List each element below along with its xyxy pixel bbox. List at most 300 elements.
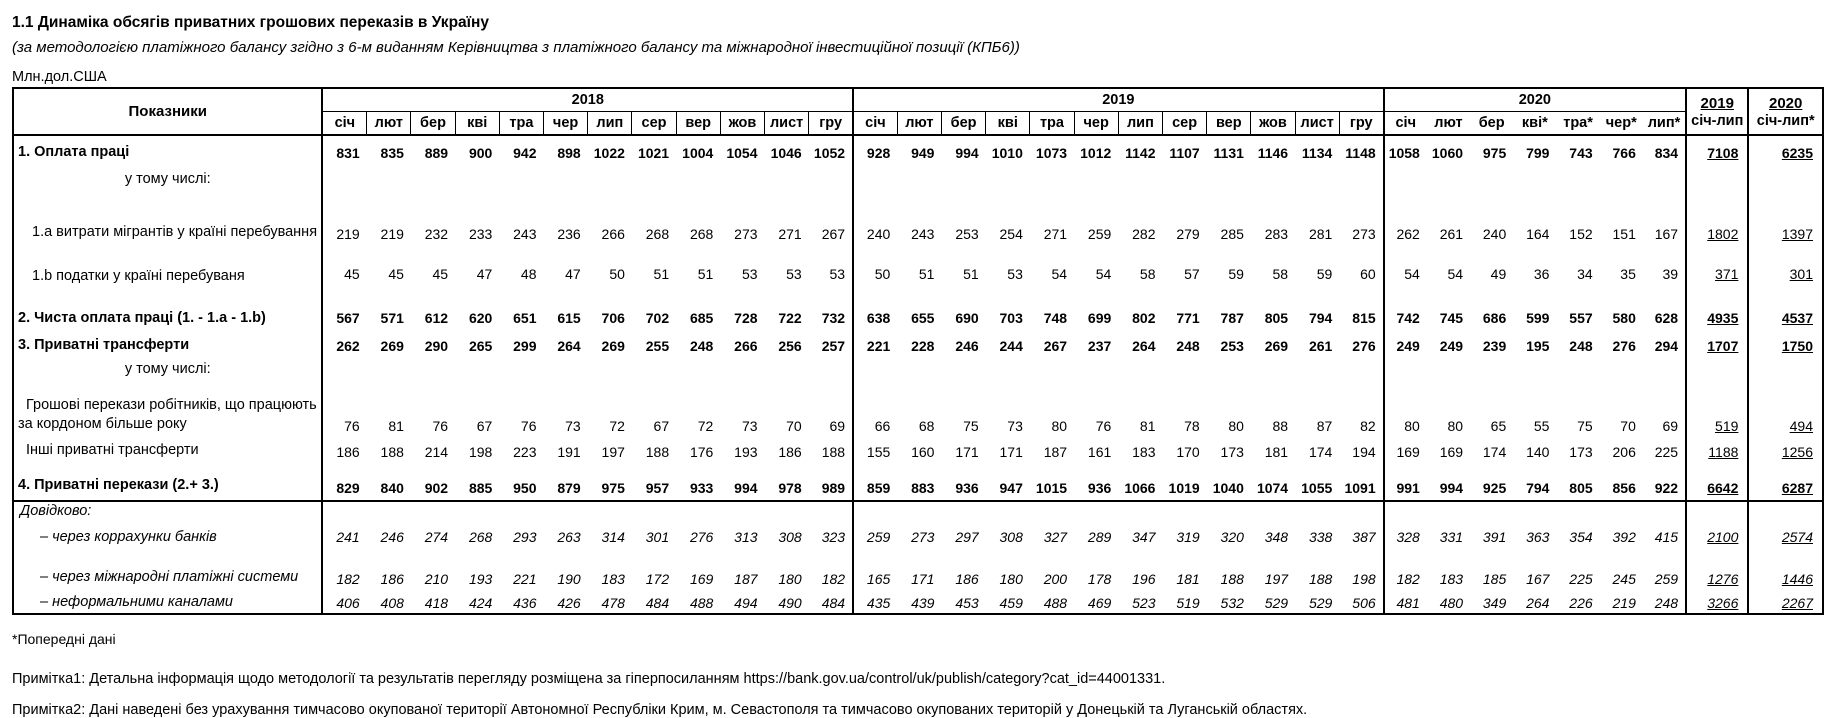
table-row bbox=[13, 465, 1823, 501]
value-cell bbox=[1295, 501, 1339, 526]
month-header: гру bbox=[1339, 112, 1383, 136]
value-cell: 188 bbox=[645, 444, 670, 460]
value-cell: 49 bbox=[1490, 266, 1507, 282]
value-cell: 167 bbox=[1643, 191, 1686, 247]
value-cell bbox=[1600, 359, 1643, 381]
value-cell: 686 bbox=[1482, 310, 1507, 326]
value-cell bbox=[941, 359, 985, 381]
value-cell bbox=[367, 359, 411, 381]
value-cell: 51 bbox=[697, 266, 714, 282]
value-cell: 186 bbox=[778, 444, 802, 460]
value-cell: 567 bbox=[336, 310, 360, 326]
value-cell bbox=[1643, 501, 1686, 526]
value-cell bbox=[986, 169, 1030, 191]
month-header: вер bbox=[1207, 112, 1251, 136]
value-cell bbox=[1295, 359, 1339, 381]
value-cell: 248 bbox=[1176, 338, 1200, 354]
value-cell: 172 bbox=[645, 571, 670, 588]
value-cell: 273 bbox=[911, 529, 935, 546]
value-cell: 261 bbox=[1439, 226, 1464, 242]
month-header: кві* bbox=[1513, 112, 1556, 136]
units-label: Млн.дол.США bbox=[12, 69, 107, 85]
total-cell bbox=[1748, 291, 1823, 333]
value-cell: 1021 bbox=[632, 135, 676, 169]
total-value: 7108 bbox=[1707, 144, 1739, 161]
value-cell: 994 bbox=[720, 465, 764, 501]
year-header: 2019 bbox=[853, 88, 1384, 112]
value-cell: 225 bbox=[1643, 439, 1686, 465]
page-title: 1.1 Динаміка обсягів приватних грошових переказів в Україну bbox=[12, 14, 489, 31]
value-cell bbox=[1207, 501, 1251, 526]
value-cell: 50 bbox=[874, 266, 891, 282]
value-cell bbox=[1207, 169, 1251, 191]
value-cell: 219 bbox=[1612, 594, 1636, 611]
value-cell: 651 bbox=[513, 310, 537, 326]
footnotes bbox=[12, 631, 1829, 718]
value-cell bbox=[897, 501, 941, 526]
value-cell: 176 bbox=[689, 444, 714, 460]
value-cell bbox=[455, 359, 499, 381]
value-cell: 1015 bbox=[1030, 465, 1074, 501]
value-cell: 349 bbox=[1482, 594, 1507, 611]
value-cell bbox=[1384, 501, 1427, 526]
value-cell: 771 bbox=[1176, 310, 1200, 326]
value-cell: 167 bbox=[1526, 571, 1550, 588]
value-cell: 831 bbox=[322, 135, 366, 169]
value-cell bbox=[809, 169, 853, 191]
value-cell: 180 bbox=[999, 571, 1023, 588]
value-cell: 73 bbox=[741, 418, 758, 434]
value-cell: 331 bbox=[1439, 529, 1464, 546]
value-cell: 193 bbox=[468, 571, 493, 588]
value-cell: 480 bbox=[1439, 594, 1464, 611]
total-value: 3266 bbox=[1707, 594, 1739, 611]
value-cell: 928 bbox=[853, 135, 897, 169]
value-cell: 320 bbox=[1220, 529, 1244, 546]
value-cell: 226 bbox=[1569, 594, 1593, 611]
value-cell: 387 bbox=[1339, 526, 1383, 548]
value-cell: 706 bbox=[601, 310, 625, 326]
value-cell: 481 bbox=[1396, 594, 1420, 611]
table-row bbox=[13, 439, 1823, 465]
value-cell: 267 bbox=[1043, 338, 1068, 354]
value-cell bbox=[1556, 501, 1599, 526]
value-cell: 363 bbox=[1526, 529, 1550, 546]
value-cell: 178 bbox=[1087, 571, 1112, 588]
value-cell: 82 bbox=[1339, 381, 1383, 439]
transfers-table bbox=[12, 87, 1824, 615]
value-cell: 276 bbox=[1339, 333, 1383, 359]
value-cell: 1134 bbox=[1295, 135, 1339, 169]
value-cell: 290 bbox=[424, 338, 449, 354]
value-cell: 459 bbox=[999, 594, 1023, 611]
month-header: лип* bbox=[1643, 112, 1686, 136]
value-cell: 58 bbox=[1139, 266, 1156, 282]
value-cell: 264 bbox=[557, 338, 581, 354]
value-cell: 415 bbox=[1643, 526, 1686, 548]
value-cell: 186 bbox=[380, 571, 404, 588]
value-cell bbox=[588, 359, 632, 381]
value-cell: 1074 bbox=[1251, 465, 1295, 501]
value-cell: 834 bbox=[1643, 135, 1686, 169]
value-cell: 1060 bbox=[1427, 135, 1470, 169]
total-cell bbox=[1748, 548, 1823, 592]
value-cell: 1040 bbox=[1207, 465, 1251, 501]
value-cell: 53 bbox=[741, 266, 758, 282]
value-cell bbox=[809, 501, 853, 526]
total-value: 1446 bbox=[1781, 571, 1813, 588]
value-cell: 243 bbox=[911, 226, 935, 242]
total-cell bbox=[1748, 465, 1823, 501]
value-cell bbox=[1643, 359, 1686, 381]
value-cell: 488 bbox=[1043, 594, 1068, 611]
value-cell: 262 bbox=[1396, 226, 1420, 242]
total-value: 1397 bbox=[1781, 226, 1813, 242]
value-cell: 256 bbox=[778, 338, 802, 354]
value-cell: 1073 bbox=[1030, 135, 1074, 169]
value-cell: 1052 bbox=[809, 135, 853, 169]
value-cell: 80 bbox=[1447, 418, 1464, 434]
value-cell: 829 bbox=[322, 465, 366, 501]
value-cell bbox=[897, 359, 941, 381]
value-cell: 347 bbox=[1132, 529, 1156, 546]
month-header: сер bbox=[632, 112, 676, 136]
value-cell: 950 bbox=[499, 465, 543, 501]
value-cell: 271 bbox=[778, 226, 802, 242]
value-cell: 76 bbox=[432, 418, 449, 434]
value-cell bbox=[1384, 359, 1427, 381]
value-cell: 279 bbox=[1176, 226, 1200, 242]
value-cell: 957 bbox=[632, 465, 676, 501]
value-cell: 59 bbox=[1228, 266, 1244, 282]
value-cell: 787 bbox=[1220, 310, 1244, 326]
total-column-header bbox=[1686, 88, 1748, 135]
footnote-note1: Примітка1: Детальна інформація щодо методології та результатів перегляду розміщена за гіперпосиланням https://bank.gov.ua/control/uk/publish/category?cat_id=44001331. bbox=[12, 671, 1166, 688]
value-cell: 264 bbox=[1132, 338, 1156, 354]
value-cell bbox=[720, 359, 764, 381]
value-cell: 1066 bbox=[1118, 465, 1162, 501]
value-cell: 283 bbox=[1264, 226, 1289, 242]
value-cell: 223 bbox=[513, 444, 537, 460]
table-row bbox=[13, 548, 1823, 592]
value-cell: 703 bbox=[999, 310, 1023, 326]
value-cell: 323 bbox=[809, 526, 853, 548]
value-cell: 794 bbox=[1308, 310, 1333, 326]
row-label: 1.a витрати мігрантів у країні перебування bbox=[13, 191, 322, 247]
table-row bbox=[13, 191, 1823, 247]
total-cell bbox=[1686, 247, 1748, 291]
value-cell: 80 bbox=[1228, 418, 1244, 434]
table-row bbox=[13, 135, 1823, 169]
value-cell: 276 bbox=[689, 529, 714, 546]
row-label: – неформальними каналами bbox=[13, 592, 322, 614]
value-cell: 239 bbox=[1482, 338, 1507, 354]
value-cell: 313 bbox=[734, 529, 758, 546]
table-row bbox=[13, 526, 1823, 548]
value-cell bbox=[1513, 359, 1556, 381]
value-cell: 50 bbox=[609, 266, 625, 282]
value-cell: 237 bbox=[1087, 338, 1112, 354]
row-label: Інші приватні трансферти bbox=[13, 439, 322, 465]
value-cell: 80 bbox=[1051, 418, 1068, 434]
value-cell bbox=[544, 169, 588, 191]
total-value: 4537 bbox=[1781, 310, 1813, 326]
value-cell bbox=[588, 501, 632, 526]
value-cell: 856 bbox=[1600, 465, 1643, 501]
value-cell: 1012 bbox=[1074, 135, 1118, 169]
value-cell: 435 bbox=[866, 594, 891, 611]
value-cell bbox=[1030, 169, 1074, 191]
total-value: 4935 bbox=[1707, 310, 1739, 326]
value-cell: 424 bbox=[468, 594, 493, 611]
value-cell: 188 bbox=[1308, 571, 1333, 588]
value-cell: 263 bbox=[557, 529, 581, 546]
value-cell: 47 bbox=[565, 266, 581, 282]
value-cell: 57 bbox=[1184, 266, 1200, 282]
value-cell: 248 bbox=[689, 338, 714, 354]
value-cell: 76 bbox=[1095, 418, 1112, 434]
value-cell: 53 bbox=[786, 266, 802, 282]
value-cell: 947 bbox=[986, 465, 1030, 501]
value-cell: 182 bbox=[809, 548, 853, 592]
value-cell bbox=[809, 359, 853, 381]
value-cell: 1054 bbox=[720, 135, 764, 169]
value-cell: 978 bbox=[765, 465, 809, 501]
table-row bbox=[13, 247, 1823, 291]
value-cell bbox=[499, 169, 543, 191]
value-cell: 273 bbox=[734, 226, 758, 242]
value-cell: 54 bbox=[1095, 266, 1112, 282]
value-cell: 206 bbox=[1612, 444, 1636, 460]
total-year-label: 2019 bbox=[1700, 94, 1734, 112]
value-cell: 36 bbox=[1533, 266, 1550, 282]
value-cell: 273 bbox=[1339, 191, 1383, 247]
value-cell bbox=[1162, 359, 1206, 381]
value-cell: 557 bbox=[1569, 310, 1593, 326]
value-cell bbox=[986, 501, 1030, 526]
value-cell: 45 bbox=[344, 266, 360, 282]
value-cell bbox=[1470, 169, 1513, 191]
value-cell: 262 bbox=[336, 338, 360, 354]
value-cell: 55 bbox=[1533, 418, 1550, 434]
value-cell: 53 bbox=[809, 247, 853, 291]
value-cell: 60 bbox=[1339, 247, 1383, 291]
value-cell: 268 bbox=[689, 226, 714, 242]
value-cell: 58 bbox=[1272, 266, 1289, 282]
value-cell: 232 bbox=[424, 226, 449, 242]
value-cell bbox=[1074, 169, 1118, 191]
value-cell: 949 bbox=[897, 135, 941, 169]
value-cell bbox=[544, 359, 588, 381]
value-cell: 190 bbox=[557, 571, 581, 588]
year-header: 2020 bbox=[1384, 88, 1686, 112]
total-cell bbox=[1748, 526, 1823, 548]
value-cell: 219 bbox=[380, 226, 404, 242]
month-header: січ bbox=[322, 112, 366, 136]
value-cell bbox=[1513, 501, 1556, 526]
value-cell: 281 bbox=[1308, 226, 1333, 242]
value-cell: 898 bbox=[544, 135, 588, 169]
value-cell: 228 bbox=[911, 338, 935, 354]
month-header: чер* bbox=[1600, 112, 1643, 136]
value-cell: 76 bbox=[344, 418, 360, 434]
total-value: 2267 bbox=[1781, 594, 1813, 611]
value-cell bbox=[411, 501, 455, 526]
month-header: лют bbox=[367, 112, 411, 136]
value-cell: 183 bbox=[601, 571, 625, 588]
total-value: 2100 bbox=[1707, 529, 1739, 546]
value-cell: 59 bbox=[1316, 266, 1333, 282]
value-cell: 1091 bbox=[1339, 465, 1383, 501]
value-cell: 418 bbox=[424, 594, 449, 611]
value-cell bbox=[1427, 169, 1470, 191]
value-cell: 1058 bbox=[1384, 135, 1427, 169]
table-header bbox=[13, 88, 1823, 135]
value-cell: 885 bbox=[455, 465, 499, 501]
value-cell: 67 bbox=[653, 418, 670, 434]
value-cell: 253 bbox=[1220, 338, 1244, 354]
value-cell bbox=[676, 359, 720, 381]
value-cell: 81 bbox=[388, 418, 404, 434]
total-cell bbox=[1686, 169, 1748, 191]
value-cell bbox=[1162, 501, 1206, 526]
row-label: – через міжнародні платіжні системи bbox=[13, 548, 322, 592]
value-cell: 54 bbox=[1447, 266, 1464, 282]
value-cell: 183 bbox=[1132, 444, 1156, 460]
value-cell: 879 bbox=[544, 465, 588, 501]
month-header: лют bbox=[1427, 112, 1470, 136]
value-cell: 151 bbox=[1612, 226, 1636, 242]
value-cell: 259 bbox=[866, 529, 891, 546]
value-cell: 170 bbox=[1176, 444, 1200, 460]
value-cell: 88 bbox=[1272, 418, 1289, 434]
row-label: 3. Приватні трансферти bbox=[13, 333, 322, 359]
total-cell bbox=[1748, 169, 1823, 191]
value-cell: 269 bbox=[601, 338, 625, 354]
value-cell: 490 bbox=[778, 594, 802, 611]
value-cell: 267 bbox=[809, 191, 853, 247]
value-cell bbox=[1030, 359, 1074, 381]
value-cell: 794 bbox=[1513, 465, 1556, 501]
value-cell: 253 bbox=[955, 226, 979, 242]
value-cell bbox=[367, 501, 411, 526]
value-cell bbox=[941, 501, 985, 526]
value-cell: 169 bbox=[1439, 444, 1464, 460]
value-cell: 152 bbox=[1569, 226, 1593, 242]
value-cell bbox=[1427, 501, 1470, 526]
value-cell: 994 bbox=[1427, 465, 1470, 501]
value-cell: 249 bbox=[1396, 338, 1420, 354]
month-header: гру bbox=[809, 112, 853, 136]
value-cell: 925 bbox=[1470, 465, 1513, 501]
value-cell bbox=[499, 501, 543, 526]
value-cell: 702 bbox=[645, 310, 670, 326]
total-value: 2574 bbox=[1781, 529, 1813, 546]
value-cell: 193 bbox=[734, 444, 758, 460]
value-cell: 266 bbox=[601, 226, 625, 242]
value-cell: 70 bbox=[786, 418, 802, 434]
value-cell: 293 bbox=[513, 529, 537, 546]
value-cell: 628 bbox=[1643, 291, 1686, 333]
month-header: лист bbox=[765, 112, 809, 136]
value-cell: 210 bbox=[424, 571, 449, 588]
value-cell: 469 bbox=[1087, 594, 1112, 611]
value-cell: 1055 bbox=[1295, 465, 1339, 501]
value-cell: 186 bbox=[955, 571, 979, 588]
month-header: жов bbox=[1251, 112, 1295, 136]
total-value: 1750 bbox=[1781, 338, 1813, 354]
value-cell: 214 bbox=[424, 444, 449, 460]
total-cell bbox=[1686, 592, 1748, 614]
value-cell: 308 bbox=[999, 529, 1023, 546]
row-label: Грошові перекази робітників, що працюють за кордоном більше року bbox=[13, 381, 322, 439]
month-header: січ bbox=[853, 112, 897, 136]
value-cell: 900 bbox=[455, 135, 499, 169]
value-cell: 72 bbox=[697, 418, 714, 434]
value-cell: 194 bbox=[1339, 439, 1383, 465]
value-cell bbox=[1074, 359, 1118, 381]
value-cell: 195 bbox=[1526, 338, 1550, 354]
value-cell: 282 bbox=[1132, 226, 1156, 242]
value-cell bbox=[1600, 169, 1643, 191]
total-value: 1188 bbox=[1708, 444, 1739, 460]
value-cell: 255 bbox=[645, 338, 670, 354]
value-cell: 1146 bbox=[1251, 135, 1295, 169]
month-header: жов bbox=[720, 112, 764, 136]
value-cell: 348 bbox=[1264, 529, 1289, 546]
total-cell bbox=[1686, 439, 1748, 465]
value-cell: 690 bbox=[955, 310, 979, 326]
month-header: бер bbox=[941, 112, 985, 136]
value-cell: 1107 bbox=[1162, 135, 1206, 169]
value-cell bbox=[1118, 359, 1162, 381]
value-cell bbox=[1030, 501, 1074, 526]
value-cell: 314 bbox=[601, 529, 625, 546]
value-cell: 276 bbox=[1612, 338, 1636, 354]
value-cell bbox=[941, 169, 985, 191]
value-cell bbox=[322, 169, 366, 191]
value-cell: 506 bbox=[1339, 592, 1383, 614]
value-cell: 45 bbox=[432, 266, 449, 282]
value-cell: 69 bbox=[809, 381, 853, 439]
value-cell bbox=[676, 501, 720, 526]
value-cell bbox=[1074, 501, 1118, 526]
value-cell: 529 bbox=[1264, 594, 1289, 611]
row-label: у тому числі: bbox=[13, 169, 322, 191]
total-cell bbox=[1748, 359, 1823, 381]
value-cell: 155 bbox=[866, 444, 891, 460]
value-cell: 54 bbox=[1051, 266, 1068, 282]
value-cell: 169 bbox=[1396, 444, 1420, 460]
value-cell bbox=[1384, 169, 1427, 191]
value-cell: 294 bbox=[1643, 333, 1686, 359]
total-cell bbox=[1686, 381, 1748, 439]
value-cell: 615 bbox=[557, 310, 581, 326]
value-cell bbox=[1427, 359, 1470, 381]
value-cell: 236 bbox=[557, 226, 581, 242]
value-cell bbox=[322, 359, 366, 381]
value-cell: 271 bbox=[1043, 226, 1068, 242]
value-cell: 45 bbox=[388, 266, 404, 282]
value-cell: 494 bbox=[734, 594, 758, 611]
total-cell bbox=[1686, 291, 1748, 333]
value-cell: 1019 bbox=[1162, 465, 1206, 501]
total-year-label: 2020 bbox=[1769, 94, 1803, 112]
value-cell: 478 bbox=[601, 594, 625, 611]
value-cell: 48 bbox=[520, 266, 537, 282]
value-cell bbox=[1643, 169, 1686, 191]
value-cell: 75 bbox=[963, 418, 979, 434]
